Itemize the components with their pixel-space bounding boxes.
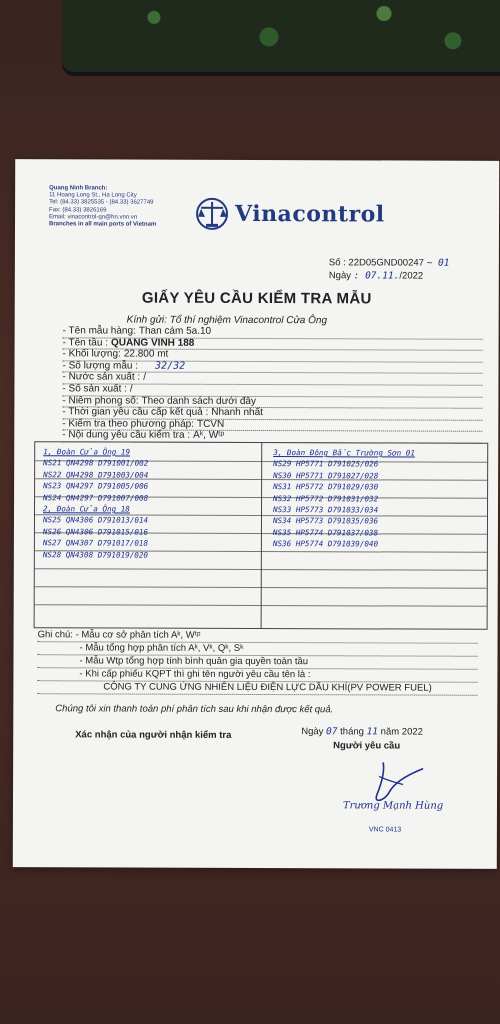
so-value: : 22D05GND00247 [343,257,424,269]
form-title: GIẤY YÊU CẦU KIỂM TRA MẪU [141,289,372,308]
document-refs [329,256,450,282]
branch-tel: Tel: (84.33) 3825535 - (84.33) 3627749 [49,199,154,207]
form-fields [62,313,482,443]
requester-label: Người yêu cầu [333,740,401,752]
sample-list-left [43,446,149,560]
sample-row: NS36 HP5774 D791039/040 [272,539,379,549]
sample-row: NS23 QN4297 D791005/006 [43,481,149,491]
signing-date: Ngày 07 tháng 11 năm 2022 [301,726,423,738]
payment-note: Chúng tôi xin thanh toán phí phân tích sau khi nhận được kết quả. [55,703,334,716]
sample-row: NS21 QN4298 D791001/002 [43,458,149,469]
stamp-code: VNC 0413 [368,826,402,834]
vinacontrol-logo [195,194,385,235]
field-niem-phong: - Niêm phong số: Theo danh sách dưới đây [62,396,482,409]
sample-row: NS30 HP5771 D791027/028 [273,470,379,481]
sample-row: NS32 HP5772 D791031/032 [273,493,379,504]
request-form-paper [13,159,499,869]
note-ghi-chu: Ghi chú: - Mẫu cơ sở phân tích Aᵏ, Wᵗᵖ [38,629,478,644]
so-label: Số [328,257,341,269]
note-line: - Khi cấp phiếu KQPT thì ghi tên người yêu cầu tên là : [37,668,477,683]
sample-row: NS33 HP5773 D791033/034 [272,505,379,515]
field-khoi-luong: - Khối lượng: 22.800 mt [63,350,483,363]
ngay-year: /2022 [399,270,424,282]
branch-address: 11 Hoang Long St., Ha Long City [49,192,137,199]
ref-number [329,256,450,269]
field-ten-tau: - Tên tầu : QUANG VINH 188 [63,338,483,351]
branch-info [49,185,156,229]
ngay-handwritten: : 07.11. [353,270,400,282]
field-so-luong-mau: - Số lượng mẫu : 32/32 [62,361,482,374]
field-ten-mau-hang: - Tên mẫu hàng: Than cám 5a.10 [63,326,483,339]
sample-list-right [273,447,415,550]
sample-row: NS34 HP5773 D791035/036 [272,516,379,526]
so-handwritten: ~ 01 [426,257,450,269]
ngay-label: Ngày [328,270,352,282]
field-thoi-gian: - Thời gian yêu cầu cấp kết quả : Nhanh nhất [62,407,482,420]
sample-row: NS24 QN4297 D791007/008 [43,492,149,503]
sample-row: NS27 QN4307 D791017/018 [42,538,149,548]
scales-icon [195,197,229,231]
note-line: - Mẫu tổng hợp phân tích Aᵏ, Vᵏ, Qᵏ, Sᵏ [38,642,478,657]
receiver-confirmation: Xác nhận của người nhận kiểm tra [75,729,232,741]
sample-row: NS28 QN4308 D791019/020 [42,549,149,560]
branch-name: Quang Ninh Branch: [49,185,108,192]
field-noi-dung: - Nội dung yêu cầu kiểm tra : Aᵏ, Wᵗᵖ [62,431,482,444]
note-company: CÔNG TY CUNG ỨNG NHIÊN LIỆU ĐIỆN LỰC DẦU KHÍ(PV POWER FUEL) [37,681,477,696]
group-header-dong-bac: 3, Đoàn Đông Bắc Trường Sơn 01 [273,448,415,458]
note-line: - Mẫu Wtp tổng hợp tính bình quân gia quyền toàn tầu [37,655,477,670]
group-header-cua-ong-19: 1, Đoàn Cửa Ông 19 [43,447,131,457]
salutation: Kính gửi: Tổ thí nghiệm Vinacontrol Cửa Ông [126,314,328,327]
branch-fax: Fax: (84.33) 3826169 [49,206,107,214]
field-phuong-phap: - Kiểm tra theo phương pháp: TCVN [62,419,482,432]
field-so-san-xuat: - Số sản xuất : / [62,384,482,397]
sample-row: NS29 HP5771 D791025/026 [273,459,379,469]
sample-row: NS31 HP5772 D791029/030 [273,482,379,492]
desk-mat [62,0,500,72]
sample-row: NS26 QN4306 D791015/016 [42,527,149,537]
notes-section [37,629,477,696]
sample-table [34,441,489,630]
sample-row: NS35 HP5774 D791037/038 [272,527,379,538]
signer-name: Trương Mạnh Hùng [342,800,444,812]
group-header-cua-ong-18: 2, Đoàn Cửa Ông 18 [43,504,130,514]
field-nuoc-san-xuat: - Nước sản xuất : / [62,373,482,386]
brand-name: Vinacontrol [235,200,385,228]
branch-footer: Branches in all main ports of Vietnam [48,221,157,228]
sample-row: NS25 QN4306 D791013/014 [42,515,149,526]
ref-date [329,269,450,282]
branch-email: Email: vinacontrol-qn@hn.vnn.vn [49,214,138,221]
sample-row: NS22 QN4298 D791003/004 [43,470,149,480]
